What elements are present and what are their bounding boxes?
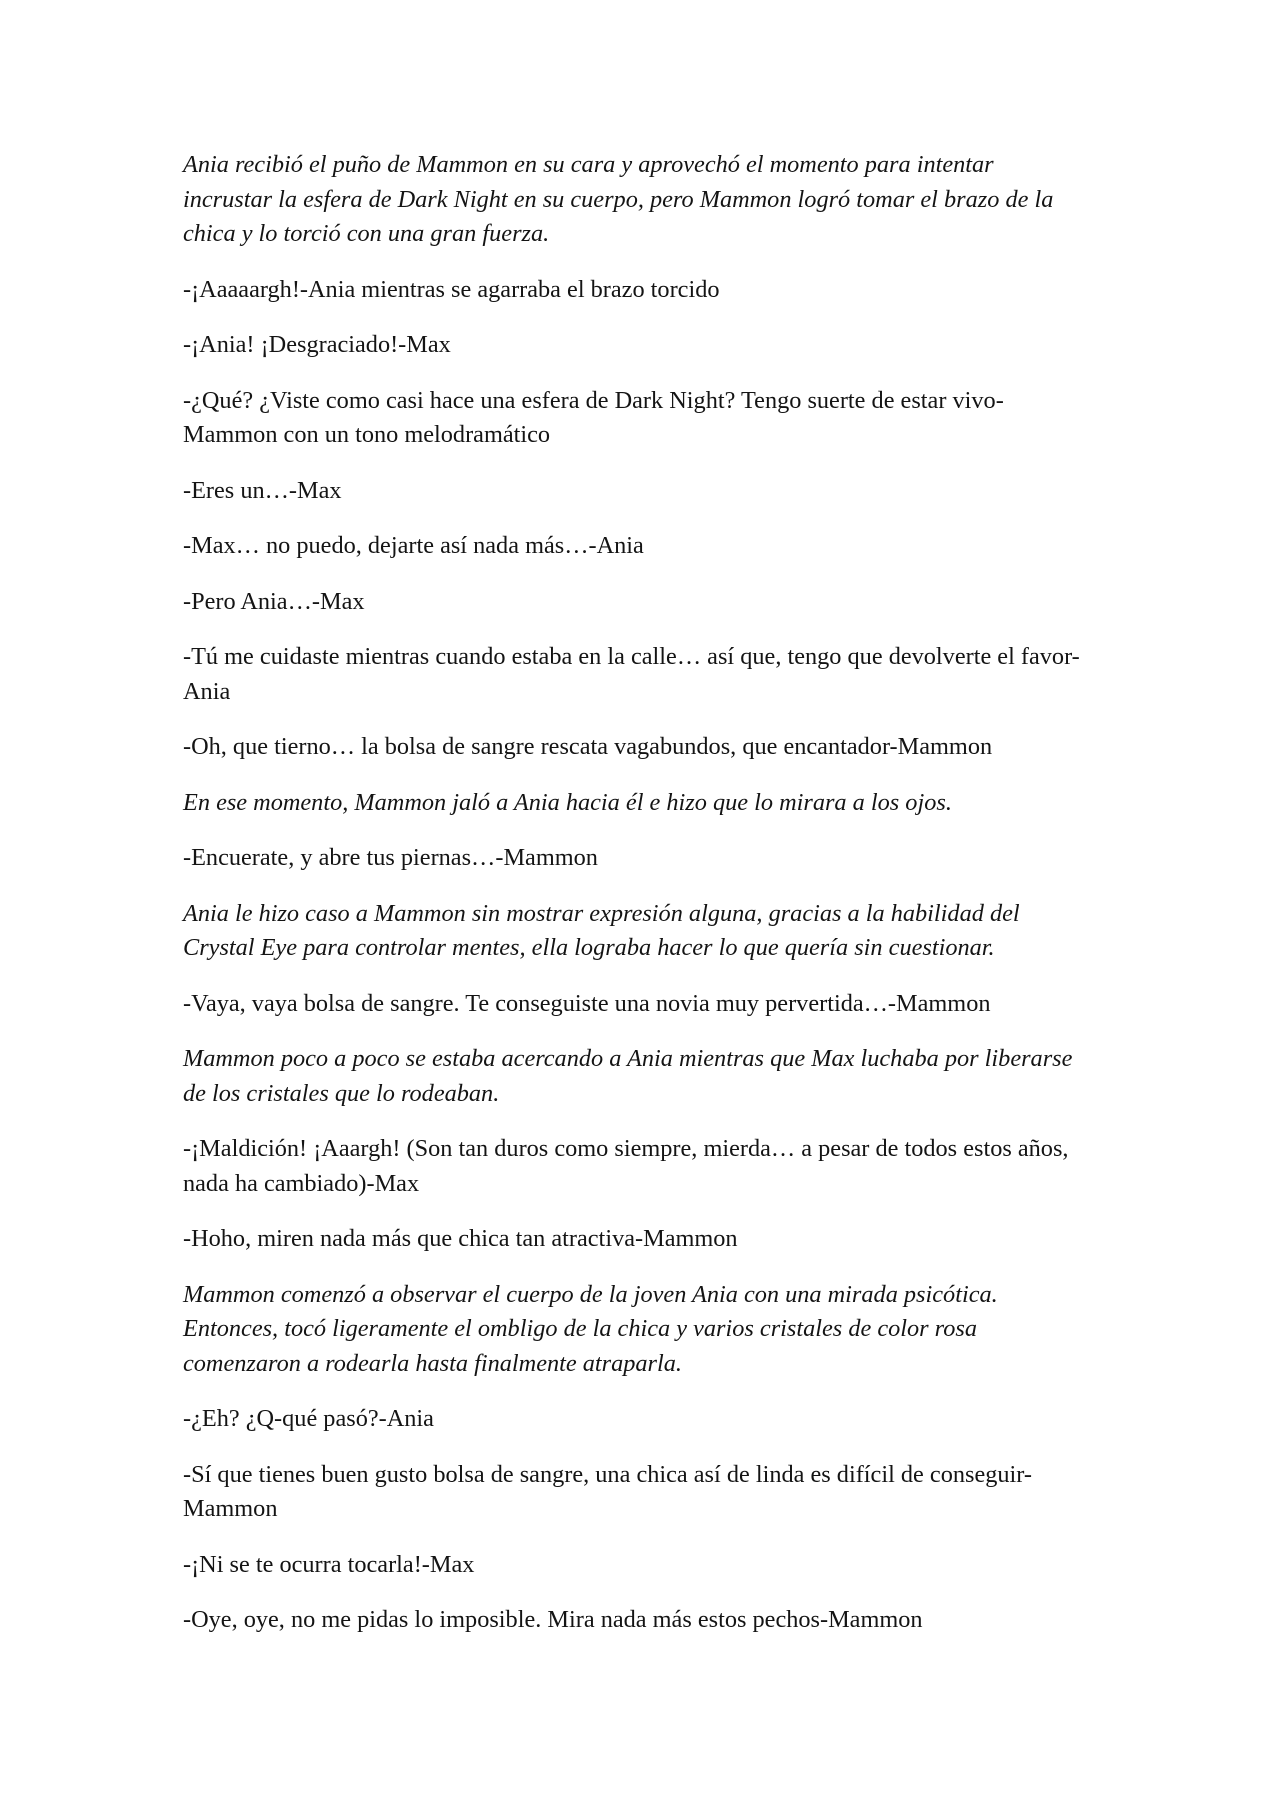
narration-paragraph: Mammon poco a poco se estaba acercando a Ania mientras que Max luchaba por liberarse de los cristales que lo rodeaban. bbox=[183, 1045, 1073, 1107]
narration-paragraph: Mammon comenzó a observar el cuerpo de la joven Ania con una mirada psicótica. Entonces, tocó ligeramente el ombligo de la chica y varios cristales de color rosa comenzaron a rodearla hasta finalmente atraparla. bbox=[183, 1280, 998, 1377]
dialogue-paragraph: -Sí que tienes buen gusto bolsa de sangre, una chica así de linda es difícil de conseguir-Mammon bbox=[183, 1460, 1032, 1522]
narration-paragraph: Ania recibió el puño de Mammon en su cara y aprovechó el momento para intentar incrustar la esfera de Dark Night en su cuerpo, pero Mammon logró tomar el brazo de la chica y lo torció con una gran fuerza. bbox=[183, 151, 1054, 247]
dialogue-paragraph: -¡Aaaaargh!-Ania mientras se agarraba el brazo torcido bbox=[183, 275, 720, 303]
dialogue-paragraph: -Pero Ania…-Max bbox=[183, 587, 365, 615]
dialogue-paragraph: -Max… no puedo, dejarte así nada más…-Ania bbox=[183, 532, 644, 559]
dialogue-paragraph: -Encuerate, y abre tus piernas…-Mammon bbox=[183, 844, 598, 871]
document-page bbox=[183, 148, 1088, 1659]
dialogue-paragraph: -Eres un…-Max bbox=[183, 476, 342, 504]
dialogue-paragraph: -Oye, oye, no me pidas lo imposible. Mira nada más estos pechos-Mammon bbox=[183, 1606, 923, 1633]
dialogue-paragraph: -¿Eh? ¿Q-qué pasó?-Ania bbox=[183, 1405, 434, 1432]
dialogue-paragraph: -Oh, que tierno… la bolsa de sangre rescata vagabundos, que encantador-Mammon bbox=[183, 733, 993, 760]
dialogue-paragraph: -¡Ni se te ocurra tocarla!-Max bbox=[183, 1550, 475, 1578]
dialogue-paragraph: -¡Maldición! ¡Aaargh! (Son tan duros como siempre, mierda… a pesar de todos estos años, nada ha cambiado)-Max bbox=[183, 1135, 1069, 1197]
dialogue-paragraph: -Vaya, vaya bolsa de sangre. Te conseguiste una novia muy pervertida…-Mammon bbox=[183, 989, 991, 1017]
dialogue-paragraph: -Tú me cuidaste mientras cuando estaba en la calle… así que, tengo que devolverte el favor-Ania bbox=[183, 643, 1080, 705]
narration-paragraph: En ese momento, Mammon jaló a Ania hacia él e hizo que lo mirara a los ojos. bbox=[183, 788, 952, 816]
dialogue-paragraph: -¡Ania! ¡Desgraciado!-Max bbox=[183, 331, 451, 358]
dialogue-paragraph: -¿Qué? ¿Viste como casi hace una esfera de Dark Night? Tengo suerte de estar vivo-Mammon con un tono melodramático bbox=[183, 386, 1004, 448]
dialogue-paragraph: -Hoho, miren nada más que chica tan atractiva-Mammon bbox=[183, 1225, 738, 1252]
narration-paragraph: Ania le hizo caso a Mammon sin mostrar expresión alguna, gracias a la habilidad del Crystal Eye para controlar mentes, ella lograba hacer lo que quería sin cuestionar. bbox=[183, 899, 1020, 961]
